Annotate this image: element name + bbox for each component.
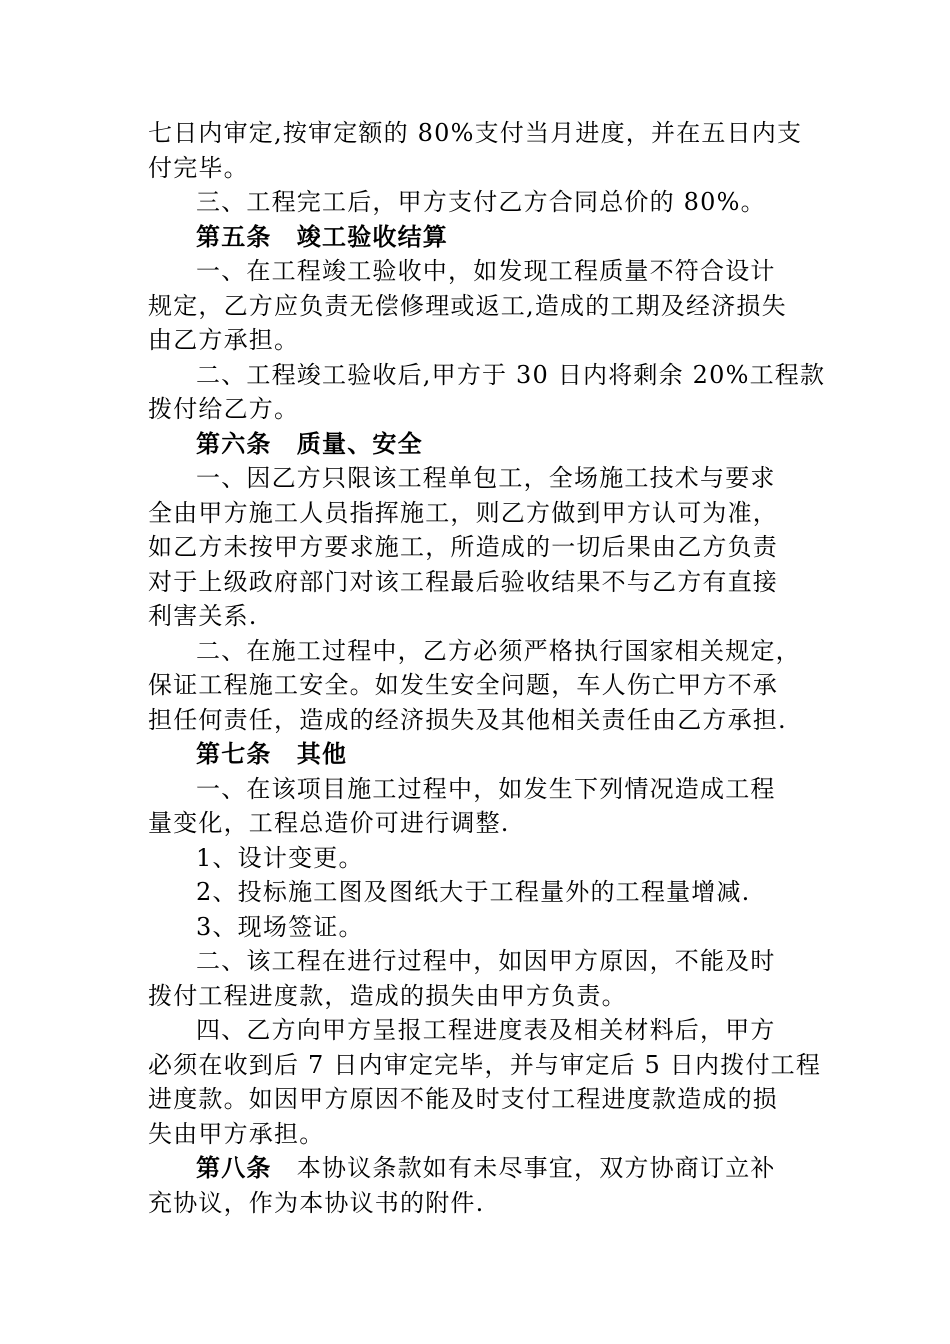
article-heading: 第五条 竣工验收结算 — [196, 221, 448, 251]
text-line: 付完毕。 — [148, 153, 249, 182]
text-line: 三、工程完工后，甲方支付乙方合同总价的 80%。 — [196, 188, 766, 216]
text-line: 七日内审定,按审定额的 80%支付当月进度，并在五日内支 — [148, 119, 803, 147]
text-line: 进度款。如因甲方原因不能及时支付工程进度款造成的损 — [148, 1085, 778, 1113]
text-line: 全由甲方施工人员指挥施工，则乙方做到甲方认可为准， — [148, 498, 778, 527]
article-8-text: 本协议条款如有未尽事宜，双方协商订立补 — [271, 1154, 776, 1182]
text-line: 对于上级政府部门对该工程最后验收结果不与乙方有直接 — [148, 567, 778, 596]
text-line: 拨付给乙方。 — [148, 395, 300, 423]
text-line: 一、在工程竣工验收中，如发现工程质量不符合设计 — [196, 257, 776, 285]
article-heading: 第七条 其他 — [196, 739, 348, 768]
text-line: 规定，乙方应负责无偿修理或返工,造成的工期及经济损失 — [148, 291, 787, 320]
text-line: 二、该工程在进行过程中，如因甲方原因，不能及时 — [196, 947, 776, 975]
text-line: 一、因乙方只限该工程单包工，全场施工技术与要求 — [196, 464, 776, 492]
article-8-title: 第八条 — [196, 1153, 272, 1182]
text-line: 充协议，作为本协议书的附件. — [148, 1188, 485, 1217]
text-line: 量变化，工程总造价可进行调整. — [148, 809, 510, 837]
text-line: 拨付工程进度款，造成的损失由甲方负责。 — [148, 981, 627, 1010]
text-line: 二、在施工过程中，乙方必须严格执行国家相关规定， — [196, 636, 801, 665]
text-line: 一、在该项目施工过程中，如发生下列情况造成工程 — [196, 774, 776, 803]
text-line: 利害关系. — [148, 602, 258, 630]
text-line: 二、工程竣工验收后,甲方于 30 日内将剩余 20%工程款 — [196, 360, 826, 389]
list-item: 3、现场签证。 — [196, 912, 364, 941]
list-item: 2、投标施工图及图纸大于工程量外的工程量增减. — [196, 878, 751, 906]
text-line: 四、乙方向甲方呈报工程进度表及相关材料后，甲方 — [196, 1016, 776, 1044]
text-line: 失由甲方承担。 — [148, 1119, 325, 1148]
document-page — [148, 116, 826, 1220]
article-8-line — [148, 1151, 808, 1186]
text-line: 由乙方承担。 — [148, 326, 300, 354]
list-item: 1、设计变更。 — [196, 843, 364, 872]
text-line: 担任何责任，造成的经济损失及其他相关责任由乙方承担. — [148, 705, 787, 734]
text-line: 如乙方未按甲方要求施工，所造成的一切后果由乙方负责 — [148, 533, 778, 561]
article-heading: 第六条 质量、安全 — [196, 428, 423, 458]
text-line: 必须在收到后 7 日内审定完毕，并与审定后 5 日内拨付工程 — [148, 1050, 822, 1079]
text-line: 保证工程施工安全。如发生安全问题，车人伤亡甲方不承 — [148, 671, 778, 699]
